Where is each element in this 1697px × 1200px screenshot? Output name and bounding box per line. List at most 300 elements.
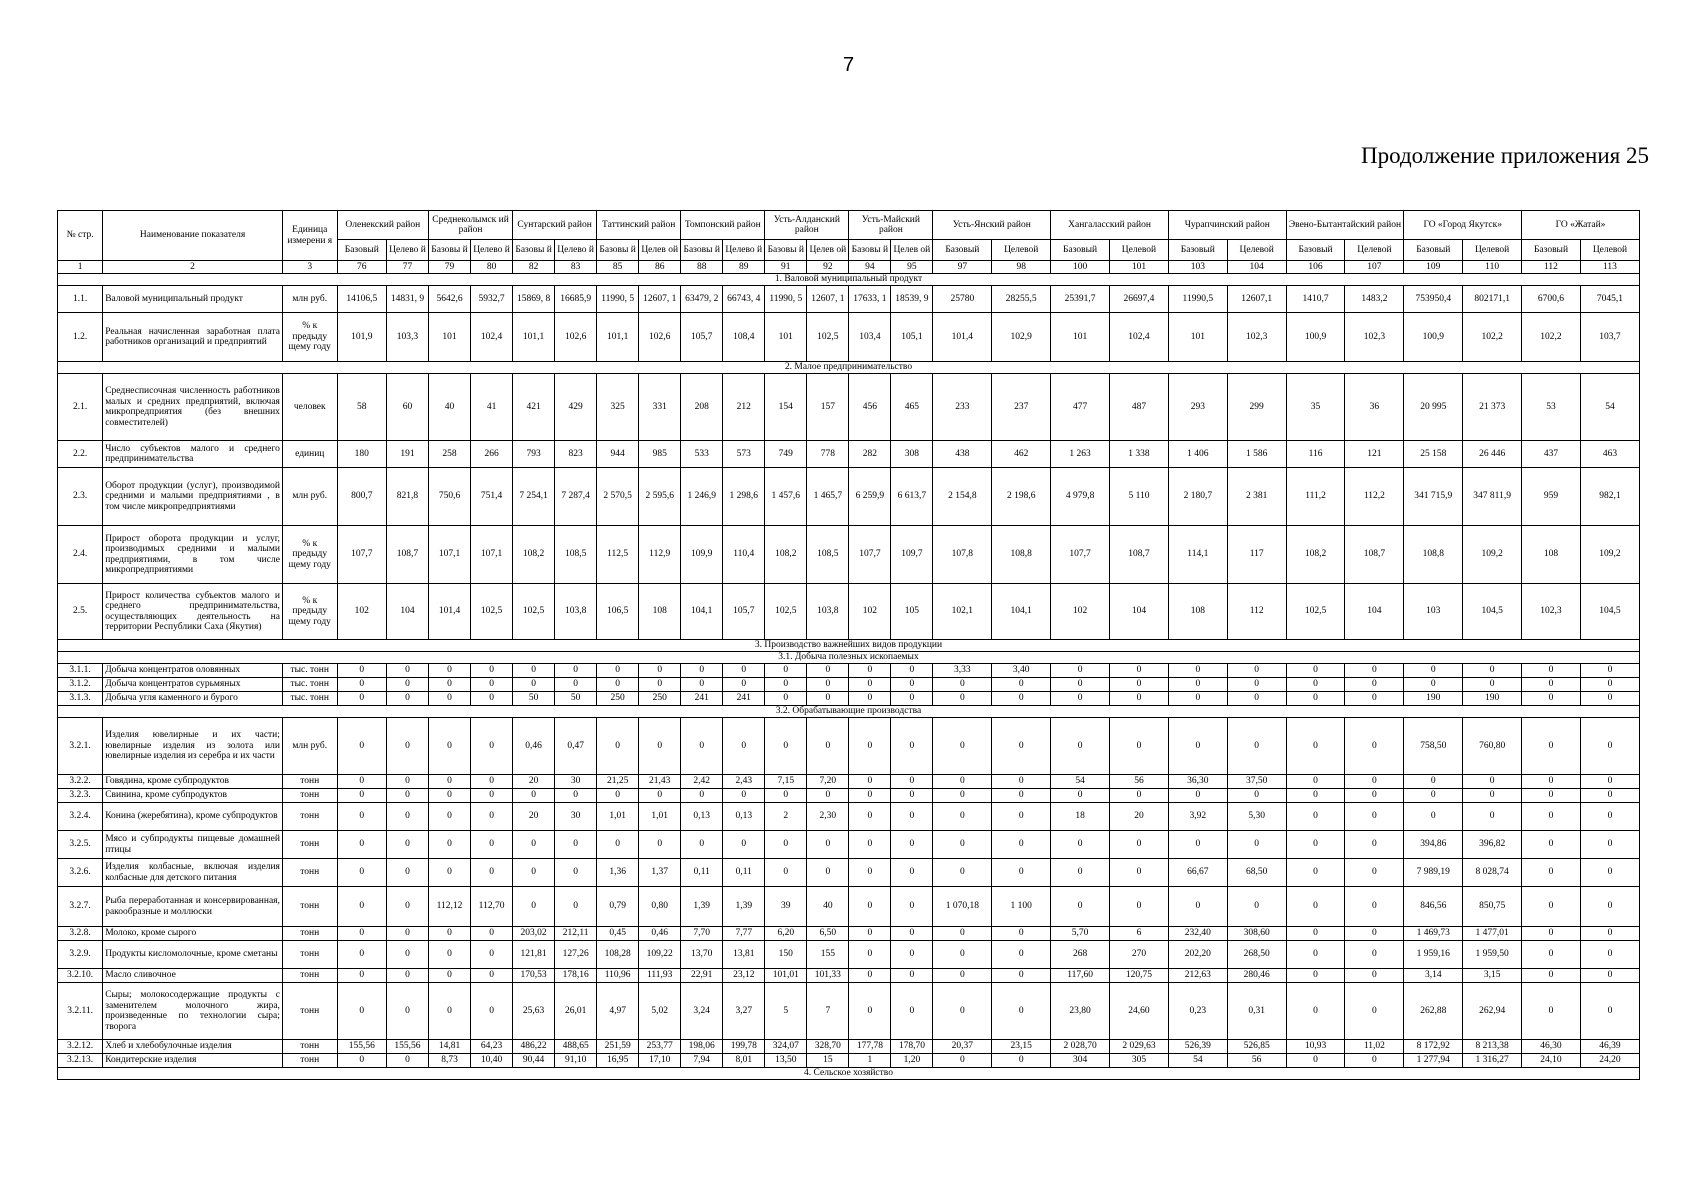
target-value: 102,2 — [1463, 313, 1522, 362]
base-value: 533 — [681, 441, 723, 468]
target-value: 0 — [1580, 831, 1639, 859]
base-value: 0 — [429, 803, 471, 831]
base-value: 753950,4 — [1404, 286, 1463, 313]
indicator-name: Число субъектов малого и среднего предпринимательства — [103, 441, 283, 468]
target-value: 0 — [386, 983, 428, 1040]
target-value: 0 — [471, 969, 513, 983]
base-value: 0 — [429, 831, 471, 859]
target-value: 103,3 — [386, 313, 428, 362]
row-number: 2.2. — [58, 441, 103, 468]
base-value: 0 — [429, 678, 471, 692]
base-value: 0 — [933, 1054, 992, 1068]
target-value: 0 — [1463, 664, 1522, 678]
base-value: 13,50 — [765, 1054, 807, 1068]
base-value: 25780 — [933, 286, 992, 313]
header-region: Томпонский район — [681, 211, 765, 240]
target-value: 0 — [386, 831, 428, 859]
base-value: 0 — [933, 859, 992, 887]
base-value: 5,70 — [1051, 927, 1110, 941]
row-number: 1.2. — [58, 313, 103, 362]
target-value: 0 — [1345, 803, 1404, 831]
base-value: 10,93 — [1286, 1040, 1345, 1054]
target-value: 56 — [1227, 1054, 1286, 1068]
base-value: 0 — [1051, 718, 1110, 775]
header-target: Целев ой — [639, 240, 681, 261]
row-number: 2.1. — [58, 374, 103, 441]
unit: % к предыду щему году — [282, 584, 337, 640]
base-value: 0 — [933, 941, 992, 969]
unit: тонн — [282, 1054, 337, 1068]
target-value: 0 — [386, 941, 428, 969]
target-value: 5 110 — [1110, 468, 1169, 526]
base-value: 304 — [1051, 1054, 1110, 1068]
header-base: Базовы й — [513, 240, 555, 261]
column-number: 103 — [1168, 261, 1227, 274]
target-value: 102,4 — [1110, 313, 1169, 362]
target-value: 6 — [1110, 927, 1169, 941]
table-row — [58, 468, 1640, 526]
target-value: 0 — [386, 692, 428, 706]
indicator-name: Хлеб и хлебобулочные изделия — [103, 1040, 283, 1054]
target-value: 463 — [1580, 441, 1639, 468]
target-value: 0 — [639, 789, 681, 803]
target-value: 14831, 9 — [386, 286, 428, 313]
base-value: 116 — [1286, 441, 1345, 468]
column-number: 107 — [1345, 261, 1404, 274]
target-value: 23,15 — [992, 1040, 1051, 1054]
target-value: 108,7 — [1110, 526, 1169, 584]
target-value: 0 — [891, 775, 933, 789]
target-value: 50 — [555, 692, 597, 706]
column-number: 92 — [807, 261, 849, 274]
target-value: 0,31 — [1227, 983, 1286, 1040]
target-value: 0 — [471, 803, 513, 831]
base-value: 486,22 — [513, 1040, 555, 1054]
base-value: 0 — [429, 859, 471, 887]
header-unit: Единица измерени я — [282, 211, 337, 261]
base-value: 7,94 — [681, 1054, 723, 1068]
base-value: 17633, 1 — [849, 286, 891, 313]
base-value: 7,15 — [765, 775, 807, 789]
base-value: 58 — [337, 374, 386, 441]
indicator-name: Кондитерские изделия — [103, 1054, 283, 1068]
header-target: Целевой — [1345, 240, 1404, 261]
column-number: 1 — [58, 261, 103, 274]
base-value: 0 — [597, 831, 639, 859]
target-value: 103,7 — [1580, 313, 1639, 362]
indicator-name: Свинина, кроме субпродуктов — [103, 789, 283, 803]
target-value: 0 — [555, 831, 597, 859]
target-value: 104 — [1110, 584, 1169, 640]
base-value: 251,59 — [597, 1040, 639, 1054]
header-target: Целевой — [1227, 240, 1286, 261]
base-value: 108,2 — [765, 526, 807, 584]
target-value: 10,40 — [471, 1054, 513, 1068]
target-value: 105,1 — [891, 313, 933, 362]
target-value: 8 028,74 — [1463, 859, 1522, 887]
target-value: 20 — [1110, 803, 1169, 831]
base-value: 0 — [1522, 789, 1581, 803]
unit: тонн — [282, 969, 337, 983]
target-value: 1 298,6 — [723, 468, 765, 526]
target-value: 0 — [1110, 678, 1169, 692]
base-value: 13,70 — [681, 941, 723, 969]
target-value: 17,10 — [639, 1054, 681, 1068]
target-value: 112,2 — [1345, 468, 1404, 526]
header-region: Хангаласский район — [1051, 211, 1169, 240]
indicator-name: Прирост оборота продукции и услуг, производимых средними и малыми предприятиями, в том числе микропредприятиями — [103, 526, 283, 584]
target-value: 0 — [471, 983, 513, 1040]
target-value: 0 — [639, 718, 681, 775]
target-value: 0 — [1580, 859, 1639, 887]
base-value: 20 995 — [1404, 374, 1463, 441]
target-value: 24,20 — [1580, 1054, 1639, 1068]
target-value: 0 — [992, 831, 1051, 859]
base-value: 0 — [933, 678, 992, 692]
base-value: 1 457,6 — [765, 468, 807, 526]
base-value: 293 — [1168, 374, 1227, 441]
target-value: 0 — [1110, 718, 1169, 775]
target-value: 40 — [807, 887, 849, 927]
base-value: 0 — [765, 678, 807, 692]
target-value: 37,50 — [1227, 775, 1286, 789]
base-value: 0 — [1522, 859, 1581, 887]
base-value: 108 — [1168, 584, 1227, 640]
base-value: 0 — [337, 887, 386, 927]
base-value: 2 570,5 — [597, 468, 639, 526]
column-number: 82 — [513, 261, 555, 274]
target-value: 0 — [555, 789, 597, 803]
base-value: 0 — [765, 789, 807, 803]
target-value: 108,8 — [992, 526, 1051, 584]
target-value: 0 — [1227, 831, 1286, 859]
base-value: 0 — [1051, 678, 1110, 692]
base-value: 0 — [1286, 983, 1345, 1040]
target-value: 0,13 — [723, 803, 765, 831]
base-value: 1 246,9 — [681, 468, 723, 526]
table-row — [58, 678, 1640, 692]
table-row — [58, 692, 1640, 706]
column-number: 2 — [103, 261, 283, 274]
base-value: 437 — [1522, 441, 1581, 468]
base-value: 102 — [1051, 584, 1110, 640]
base-value: 18 — [1051, 803, 1110, 831]
base-value: 8,73 — [429, 1054, 471, 1068]
target-value: 0 — [386, 718, 428, 775]
base-value: 102,5 — [513, 584, 555, 640]
base-value: 6700,6 — [1522, 286, 1581, 313]
target-value: 30 — [555, 803, 597, 831]
target-value: 21 373 — [1463, 374, 1522, 441]
target-value: 0 — [807, 678, 849, 692]
base-value: 54 — [1168, 1054, 1227, 1068]
target-value: 0 — [891, 664, 933, 678]
base-value: 0 — [429, 692, 471, 706]
target-value: 266 — [471, 441, 513, 468]
section-title: 4. Сельское хозяйство — [58, 1068, 1640, 1080]
header-row-regions — [58, 211, 1640, 240]
target-value: 253,77 — [639, 1040, 681, 1054]
header-base: Базовы й — [681, 240, 723, 261]
base-value: 0 — [337, 969, 386, 983]
target-value: 0 — [992, 692, 1051, 706]
base-value: 0 — [337, 859, 386, 887]
base-value: 233 — [933, 374, 992, 441]
target-value: 0 — [723, 789, 765, 803]
target-value: 0 — [723, 831, 765, 859]
target-value: 178,70 — [891, 1040, 933, 1054]
base-value: 101 — [765, 313, 807, 362]
target-value: 308,60 — [1227, 927, 1286, 941]
base-value: 117,60 — [1051, 969, 1110, 983]
base-value: 24,10 — [1522, 1054, 1581, 1068]
base-value: 0,79 — [597, 887, 639, 927]
section-title: 3.1. Добыча полезных ископаемых — [58, 652, 1640, 664]
target-value: 5,30 — [1227, 803, 1286, 831]
target-value: 155,56 — [386, 1040, 428, 1054]
target-value: 212,11 — [555, 927, 597, 941]
base-value: 0 — [681, 664, 723, 678]
base-value: 0 — [1522, 927, 1581, 941]
row-number: 3.2.8. — [58, 927, 103, 941]
table-row — [58, 831, 1640, 859]
base-value: 0 — [933, 969, 992, 983]
column-number: 104 — [1227, 261, 1286, 274]
target-value: 0 — [471, 789, 513, 803]
indicator-name: Сыры; молокосодержащие продукты с заменителем молочного жира, произведенные по технологии сыра; творога — [103, 983, 283, 1040]
base-value: 0 — [513, 831, 555, 859]
base-value: 102,5 — [765, 584, 807, 640]
base-value: 0 — [765, 831, 807, 859]
base-value: 0 — [337, 789, 386, 803]
header-base: Базовый — [1522, 240, 1581, 261]
row-number: 2.5. — [58, 584, 103, 640]
column-number: 89 — [723, 261, 765, 274]
column-number: 98 — [992, 261, 1051, 274]
base-value: 0 — [1286, 692, 1345, 706]
base-value: 0 — [1404, 678, 1463, 692]
indicator-name: Говядина, кроме субпродуктов — [103, 775, 283, 789]
target-value: 465 — [891, 374, 933, 441]
target-value: 178,16 — [555, 969, 597, 983]
base-value: 0 — [849, 983, 891, 1040]
base-value: 250 — [597, 692, 639, 706]
base-value: 20 — [513, 775, 555, 789]
target-value: 0 — [1227, 692, 1286, 706]
base-value: 0 — [1168, 831, 1227, 859]
indicator-name: Продукты кисломолочные, кроме сметаны — [103, 941, 283, 969]
base-value: 202,20 — [1168, 941, 1227, 969]
target-value: 0 — [992, 927, 1051, 941]
base-value: 14106,5 — [337, 286, 386, 313]
base-value: 0 — [849, 664, 891, 678]
row-number: 3.1.2. — [58, 678, 103, 692]
column-number: 95 — [891, 261, 933, 274]
target-value: 107,1 — [471, 526, 513, 584]
base-value: 793 — [513, 441, 555, 468]
section-title: 3. Производство важнейших видов продукции — [58, 640, 1640, 652]
base-value: 0 — [1286, 831, 1345, 859]
target-value: 1 100 — [992, 887, 1051, 927]
column-number: 97 — [933, 261, 992, 274]
target-value: 821,8 — [386, 468, 428, 526]
target-value: 2 029,63 — [1110, 1040, 1169, 1054]
target-value: 396,82 — [1463, 831, 1522, 859]
base-value: 0 — [681, 678, 723, 692]
table-row — [58, 1054, 1640, 1068]
base-value: 23,80 — [1051, 983, 1110, 1040]
row-number: 3.2.5. — [58, 831, 103, 859]
target-value: 2 381 — [1227, 468, 1286, 526]
header-base: Базовый — [1051, 240, 1110, 261]
base-value: 0 — [429, 983, 471, 1040]
column-number: 113 — [1580, 261, 1639, 274]
base-value: 846,56 — [1404, 887, 1463, 927]
base-value: 101 — [429, 313, 471, 362]
base-value: 15869, 8 — [513, 286, 555, 313]
base-value: 0 — [1522, 664, 1581, 678]
target-value: 1 959,50 — [1463, 941, 1522, 969]
target-value: 23,12 — [723, 969, 765, 983]
target-value: 127,26 — [555, 941, 597, 969]
base-value: 11990, 5 — [597, 286, 639, 313]
row-number: 3.2.4. — [58, 803, 103, 831]
target-value: 157 — [807, 374, 849, 441]
base-value: 109,9 — [681, 526, 723, 584]
target-value: 199,78 — [723, 1040, 765, 1054]
target-value: 0 — [1110, 887, 1169, 927]
header-target: Целево й — [386, 240, 428, 261]
base-value: 0 — [1168, 692, 1227, 706]
target-value: 0 — [471, 775, 513, 789]
base-value: 7 254,1 — [513, 468, 555, 526]
base-value: 63479, 2 — [681, 286, 723, 313]
target-value: 3,40 — [992, 664, 1051, 678]
target-value: 7,77 — [723, 927, 765, 941]
table-row — [58, 789, 1640, 803]
base-value: 2 — [765, 803, 807, 831]
base-value: 100,9 — [1404, 313, 1463, 362]
table-row — [58, 941, 1640, 969]
appendix-title: Продолжение приложения 25 — [1361, 143, 1649, 168]
base-value: 0,46 — [513, 718, 555, 775]
base-value: 101,1 — [513, 313, 555, 362]
target-value: 270 — [1110, 941, 1169, 969]
target-value: 21,43 — [639, 775, 681, 789]
target-value: 12607, 1 — [807, 286, 849, 313]
unit: тонн — [282, 831, 337, 859]
base-value: 101,1 — [597, 313, 639, 362]
base-value: 2 180,7 — [1168, 468, 1227, 526]
target-value: 778 — [807, 441, 849, 468]
base-value: 241 — [681, 692, 723, 706]
unit: тонн — [282, 887, 337, 927]
target-value: 120,75 — [1110, 969, 1169, 983]
base-value: 0 — [765, 859, 807, 887]
base-value: 21,25 — [597, 775, 639, 789]
base-value: 20,37 — [933, 1040, 992, 1054]
base-value: 25391,7 — [1051, 286, 1110, 313]
base-value: 438 — [933, 441, 992, 468]
target-value: 102,4 — [471, 313, 513, 362]
target-value: 1,39 — [723, 887, 765, 927]
target-value: 1 338 — [1110, 441, 1169, 468]
header-base: Базовый — [1404, 240, 1463, 261]
column-number: 94 — [849, 261, 891, 274]
header-target: Целев ой — [807, 240, 849, 261]
target-value: 18539, 9 — [891, 286, 933, 313]
target-value: 112,9 — [639, 526, 681, 584]
base-value: 107,7 — [1051, 526, 1110, 584]
target-value: 0 — [471, 927, 513, 941]
target-value: 0 — [471, 831, 513, 859]
unit: человек — [282, 374, 337, 441]
target-value: 0 — [386, 887, 428, 927]
row-number: 3.1.1. — [58, 664, 103, 678]
base-value: 0 — [849, 678, 891, 692]
row-number: 1.1. — [58, 286, 103, 313]
header-target: Целево й — [471, 240, 513, 261]
section-title: 1. Валовой муниципальный продукт — [58, 274, 1640, 286]
target-value: 104,1 — [992, 584, 1051, 640]
base-value: 0 — [849, 941, 891, 969]
base-value: 0 — [1051, 887, 1110, 927]
target-value: 26 446 — [1463, 441, 1522, 468]
target-value: 526,85 — [1227, 1040, 1286, 1054]
base-value: 108,2 — [513, 526, 555, 584]
target-value: 0 — [1345, 692, 1404, 706]
base-value: 0 — [849, 969, 891, 983]
target-value: 0 — [639, 678, 681, 692]
target-value: 462 — [992, 441, 1051, 468]
unit: тонн — [282, 803, 337, 831]
target-value: 0 — [1345, 831, 1404, 859]
target-value: 36 — [1345, 374, 1404, 441]
table-row — [58, 286, 1640, 313]
target-value: 104 — [1345, 584, 1404, 640]
target-value: 5932,7 — [471, 286, 513, 313]
target-value: 0 — [555, 664, 597, 678]
base-value: 154 — [765, 374, 807, 441]
target-value: 3,27 — [723, 983, 765, 1040]
header-base: Базовый — [337, 240, 386, 261]
header-region: ГО «Жатай» — [1522, 211, 1640, 240]
table-row — [58, 526, 1640, 584]
table-row — [58, 313, 1640, 362]
base-value: 0 — [1168, 664, 1227, 678]
base-value: 0 — [1522, 941, 1581, 969]
target-value: 0 — [992, 803, 1051, 831]
indicator-name: Среднесписочная численность работников малых и средних предприятий, включая микропредприятия (без внешних совместителей) — [103, 374, 283, 441]
target-value: 0 — [1580, 718, 1639, 775]
target-value: 108,7 — [1345, 526, 1404, 584]
unit: млн руб. — [282, 468, 337, 526]
base-value: 0 — [1522, 983, 1581, 1040]
target-value: 7 — [807, 983, 849, 1040]
target-value: 262,94 — [1463, 983, 1522, 1040]
base-value: 121,81 — [513, 941, 555, 969]
target-value: 299 — [1227, 374, 1286, 441]
target-value: 488,65 — [555, 1040, 597, 1054]
unit: % к предыду щему году — [282, 526, 337, 584]
base-value: 0 — [765, 692, 807, 706]
base-value: 0 — [1522, 887, 1581, 927]
target-value: 91,10 — [555, 1054, 597, 1068]
column-number: 100 — [1051, 261, 1110, 274]
base-value: 0 — [849, 927, 891, 941]
base-value: 0 — [849, 859, 891, 887]
base-value: 526,39 — [1168, 1040, 1227, 1054]
